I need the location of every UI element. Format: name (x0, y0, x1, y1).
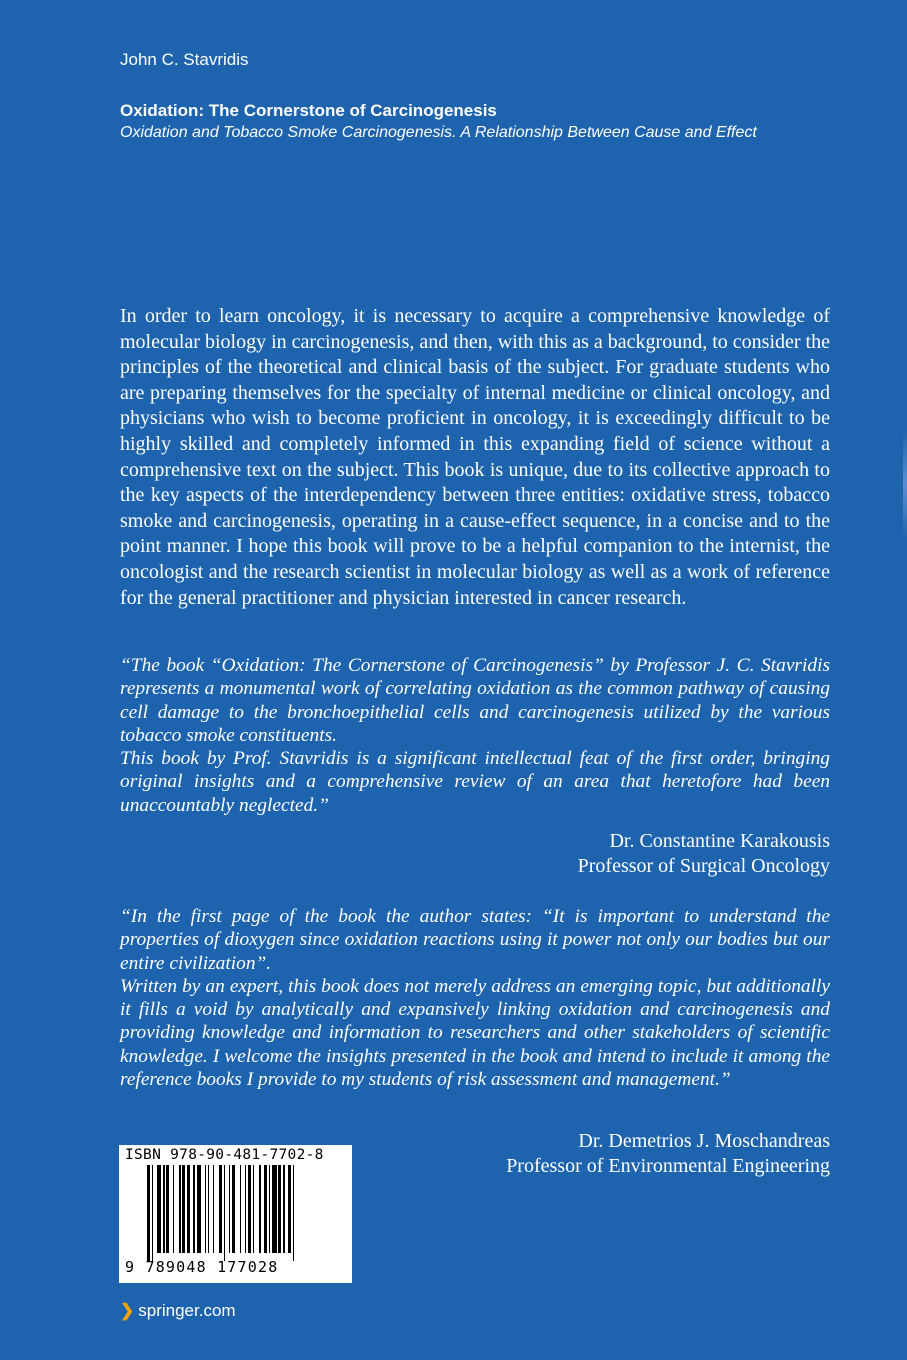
publisher-link[interactable] (120, 1301, 236, 1321)
review-1-attribution (578, 829, 830, 879)
author-name: John C. Stavridis (120, 50, 249, 69)
barcode-bar (269, 1165, 271, 1253)
review-quote-1 (120, 654, 830, 817)
book-description: In order to learn oncology, it is necessary to acquire a comprehensive knowledge of molecular biology in carcinogenesis, and then, with this as a background, to consider the principles of the theoretical and clinical basis of the subject. For graduate students who are preparing themselves for the specialty of internal medicine or clinical oncology, and physicians who wish to become proficient in oncology, it is exceedingly difficult to be highly skilled and completely informed in this expanding field of science without a comprehensive text on the subject. This book is unique, due to its collective approach to the key aspects of the interdependency between three entities: oxidative stress, tobacco smoke and carcinogenesis, operating in a cause-effect sequence, in a concise and to the point manner. I hope this book will prove to be a helpful companion to the internist, the oncologist and the research scientist in molecular biology as well as a work of reference for the general practitioner and physician interested in cancer research. (120, 305, 830, 609)
barcode-bar (166, 1165, 169, 1253)
barcode-bar (208, 1165, 210, 1253)
barcode-bar (278, 1165, 281, 1253)
barcode-bar (248, 1165, 251, 1253)
barcode-bar (253, 1165, 255, 1253)
barcode-bar (288, 1165, 291, 1253)
publisher-url: springer.com (138, 1301, 236, 1320)
book-subtitle: Oxidation and Tobacco Smoke Carcinogenesis. A Relationship Between Cause and Effect (120, 124, 757, 141)
book-title: Oxidation: The Cornerstone of Carcinogenesis (120, 101, 497, 120)
chevron-right-icon: ❯ (120, 1301, 135, 1320)
barcode-bar (293, 1165, 295, 1261)
barcode-bar (163, 1165, 165, 1253)
review-2-paragraph-2: Written by an expert, this book does not merely address an emerging topic, but additionally it fills a void by analytically and expansively linking oxidation and carcinogenesis and providing knowledge and information to researchers and other stakeholders of scientific knowledge. I welcome the insights presented in the book and intend to include it among the reference books I provide to my students of risk assessment and management.” (120, 975, 830, 1091)
barcode-bar (179, 1165, 181, 1253)
barcode-bar (197, 1165, 202, 1253)
barcode-bar (157, 1165, 162, 1253)
barcode-bar (283, 1165, 285, 1253)
review-2-paragraph-1: “In the first page of the book the author states: “It is important to understand the properties of dioxygen since oxidation reactions using it power not only our bodies but our entire civilization”. (120, 906, 830, 974)
reviewer-1-name: Dr. Constantine Karakousis (609, 830, 830, 852)
barcode-bar (213, 1165, 215, 1253)
barcode-bar (272, 1165, 277, 1253)
isbn-barcode (119, 1145, 352, 1283)
barcode-bar (224, 1165, 226, 1261)
barcode-bar (245, 1165, 247, 1253)
barcode-bar (205, 1165, 207, 1253)
reviewer-1-role: Professor of Surgical Oncology (577, 855, 830, 877)
barcode-bar (229, 1165, 231, 1253)
review-1-paragraph-2: This book by Prof. Stavridis is a significant intellectual feat of the first order, bringing original insights and a comprehensive review of an area that heretofore had been unaccountably neglected.” (120, 748, 830, 816)
barcode-bar (240, 1165, 242, 1253)
review-1-paragraph-1: “The book “Oxidation: The Cornerstone of Carcinogenesis” by Professor J. C. Stavridis represents a monumental work of correlating oxidation as the common pathway of causing cell damage to the bronchoepithelial cells and carcinogenesis utilized by the various tobacco smoke constituents. (120, 655, 830, 746)
barcode-bar (173, 1165, 175, 1253)
barcode-bar (264, 1165, 267, 1253)
barcode-bar (259, 1165, 261, 1253)
review-quote-2 (120, 905, 830, 1091)
edge-mark (903, 430, 907, 540)
barcode-bar (147, 1165, 150, 1261)
barcode-bar (193, 1165, 195, 1253)
barcode-bar (232, 1165, 235, 1253)
reviewer-2-role: Professor of Environmental Engineering (506, 1155, 830, 1177)
reviewer-2-name: Dr. Demetrios J. Moschandreas (578, 1130, 830, 1152)
isbn-label: ISBN 978-90-481-7702-8 (125, 1147, 324, 1163)
barcode-bars (147, 1165, 347, 1257)
barcode-bar (152, 1165, 154, 1261)
barcode-bar (219, 1165, 222, 1253)
barcode-bar (187, 1165, 190, 1253)
review-2-attribution (506, 1129, 830, 1179)
barcode-digits: 9 789048 177028 (125, 1258, 279, 1276)
barcode-bar (182, 1165, 185, 1253)
